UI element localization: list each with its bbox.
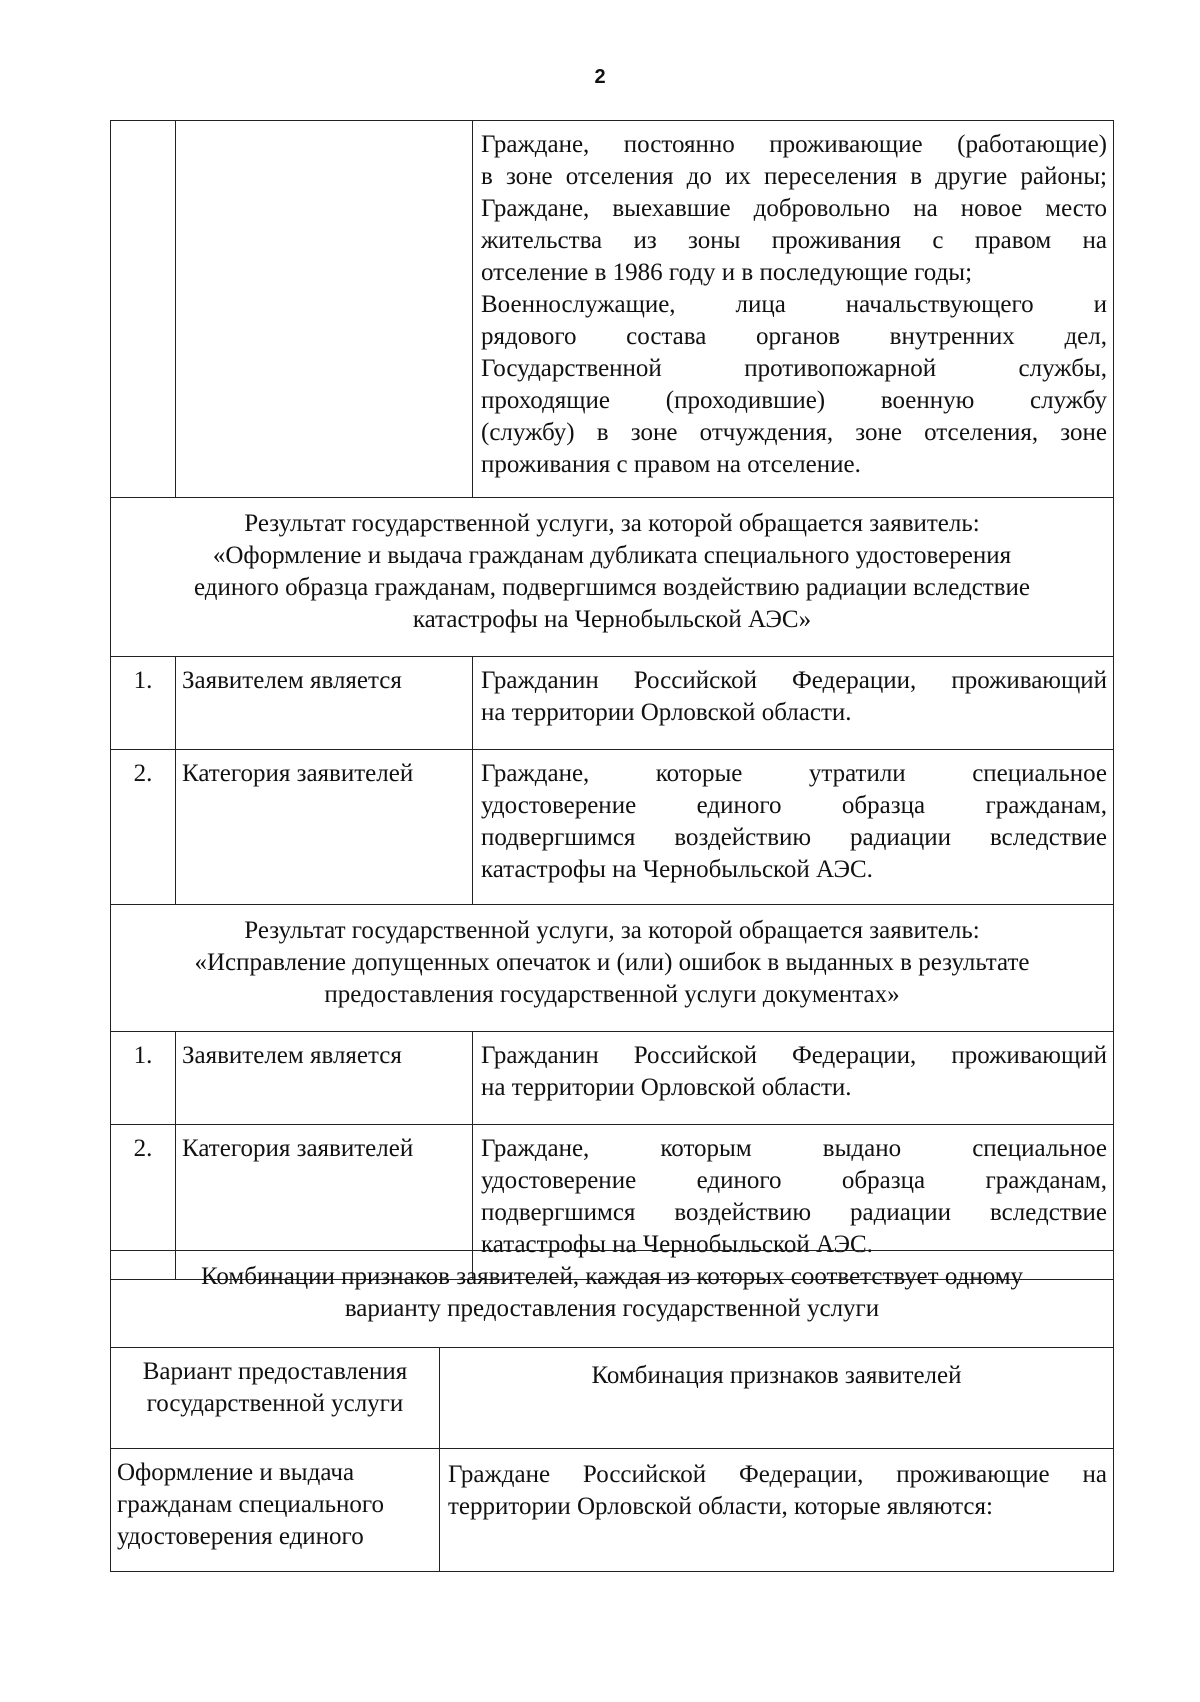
categories-text-cell bbox=[473, 121, 1114, 498]
table-row bbox=[111, 121, 1114, 498]
row-number: 1. bbox=[111, 1032, 176, 1125]
number-cell bbox=[111, 121, 176, 498]
text-line: катастрофы на Чернобыльской АЭС. bbox=[481, 856, 873, 883]
row-number: 1. bbox=[111, 657, 176, 750]
row-label: Заявителем является bbox=[176, 1032, 473, 1125]
heading-line: «Исправление допущенных опечаток и (или) ошибок в выданных в результате bbox=[194, 949, 1030, 976]
text-line: в зоне отселения до их переселения в другие районы; bbox=[481, 163, 1107, 190]
text-line: территории Орловской области, которые являются: bbox=[448, 1493, 993, 1520]
text-line: отселение в 1986 году и в последующие годы; bbox=[481, 259, 973, 286]
section-heading-duplicate bbox=[111, 498, 1114, 657]
table-heading-row bbox=[111, 1251, 1114, 1348]
text-line: Граждане Российской Федерации, проживающие на bbox=[448, 1461, 1107, 1488]
text-line: удостоверение единого образца гражданам, bbox=[481, 1167, 1107, 1194]
text-line: Гражданин Российской Федерации, проживающий bbox=[481, 667, 1107, 694]
text-line: удостоверения единого bbox=[117, 1523, 364, 1550]
row-number: 2. bbox=[111, 750, 176, 905]
text-line: Государственной противопожарной службы, bbox=[481, 355, 1107, 382]
table-row bbox=[111, 750, 1114, 905]
text-line: (службу) в зоне отчуждения, зоне отселения, зоне bbox=[481, 419, 1107, 446]
heading-line: варианту предоставления государственной услуги bbox=[344, 1295, 880, 1322]
table-row bbox=[111, 1032, 1114, 1125]
page-number: 2 bbox=[594, 66, 606, 88]
applicant-categories-table bbox=[110, 120, 1114, 1280]
text-line: удостоверение единого образца гражданам, bbox=[481, 792, 1107, 819]
section-heading-row bbox=[111, 498, 1114, 657]
section-heading-row bbox=[111, 905, 1114, 1032]
text-line: Военнослужащие, лица начальствующего и bbox=[481, 291, 1107, 318]
text-line: проживания с правом на отселение. bbox=[481, 451, 861, 478]
row-text bbox=[473, 750, 1114, 905]
text-line: на территории Орловской области. bbox=[481, 1074, 852, 1101]
table-row bbox=[111, 1449, 1114, 1572]
row-label: Категория заявителей bbox=[176, 1125, 473, 1280]
heading-line: Результат государственной услуги, за которой обращается заявитель: bbox=[244, 917, 980, 944]
row-number: 2. bbox=[111, 1125, 176, 1280]
text-line: жительства из зоны проживания с правом на bbox=[481, 227, 1107, 254]
text-line: Оформление и выдача bbox=[117, 1459, 355, 1486]
text-line: подвергшимся воздействию радиации вследствие bbox=[481, 1199, 1107, 1226]
heading-line: Результат государственной услуги, за которой обращается заявитель: bbox=[244, 510, 980, 537]
combination-cell bbox=[440, 1449, 1114, 1572]
text-line: Граждане, постоянно проживающие (работающие) bbox=[481, 131, 1107, 158]
heading-line: единого образца гражданам, подвергшимся воздействию радиации вследствие bbox=[193, 574, 1031, 601]
text-line: рядового состава органов внутренних дел, bbox=[481, 323, 1107, 350]
variant-cell bbox=[111, 1449, 440, 1572]
text-line: Гражданин Российской Федерации, проживающий bbox=[481, 1042, 1107, 1069]
heading-line: предоставления государственной услуги документах» bbox=[324, 981, 900, 1008]
row-label: Заявителем является bbox=[176, 657, 473, 750]
combination-column-header: Комбинация признаков заявителей bbox=[440, 1348, 1114, 1449]
heading-line: «Оформление и выдача гражданам дубликата специального удостоверения bbox=[212, 542, 1012, 569]
text-line: Граждане, выехавшие добровольно на новое место bbox=[481, 195, 1107, 222]
label-cell bbox=[176, 121, 473, 498]
table-row bbox=[111, 657, 1114, 750]
row-text bbox=[473, 1032, 1114, 1125]
variant-column-header bbox=[111, 1348, 440, 1449]
text-line: проходящие (проходившие) военную службу bbox=[481, 387, 1107, 414]
row-text bbox=[473, 657, 1114, 750]
heading-line: Комбинации признаков заявителей, каждая из которых соответствует одному bbox=[200, 1263, 1024, 1290]
text-line: гражданам специального bbox=[117, 1491, 385, 1518]
row-label: Категория заявителей bbox=[176, 750, 473, 905]
column-header-row bbox=[111, 1348, 1114, 1449]
section-heading-corrections bbox=[111, 905, 1114, 1032]
heading-line: катастрофы на Чернобыльской АЭС» bbox=[412, 606, 812, 633]
text-line: подвергшимся воздействию радиации вследствие bbox=[481, 824, 1107, 851]
text-line: на территории Орловской области. bbox=[481, 699, 852, 726]
combinations-heading bbox=[111, 1251, 1114, 1348]
header-line: Вариант предоставления bbox=[142, 1358, 408, 1385]
header-line: государственной услуги bbox=[146, 1390, 404, 1417]
text-line: Граждане, которые утратили специальное bbox=[481, 760, 1107, 787]
applicant-combinations-table bbox=[110, 1250, 1114, 1572]
text-line: Граждане, которым выдано специальное bbox=[481, 1135, 1107, 1162]
text-line: катастрофы на Чернобыльской АЭС. bbox=[481, 1231, 873, 1258]
